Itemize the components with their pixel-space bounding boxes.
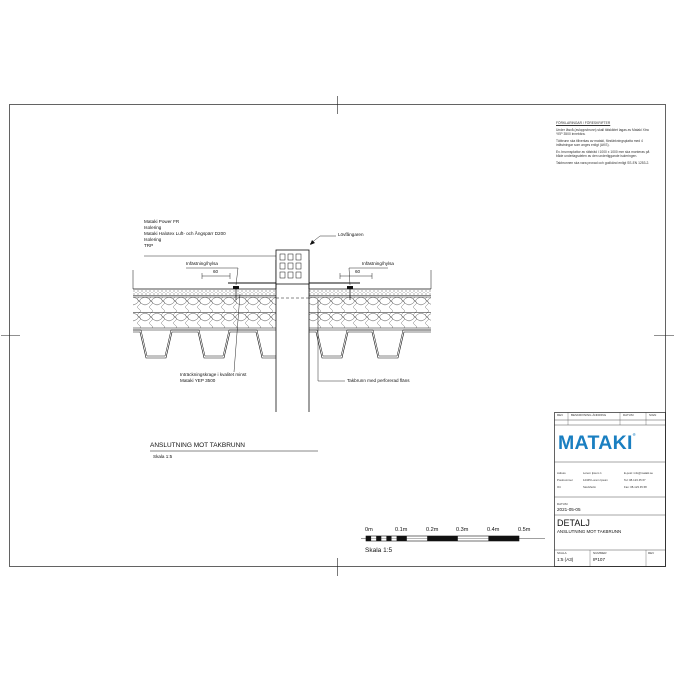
- scale-tick-4: 0.4m: [487, 527, 500, 533]
- scale-tick-3: 0.3m: [456, 527, 469, 533]
- info-row-1-contact: E-post: info@mataki.se: [624, 471, 653, 475]
- date-label: DATUM: [557, 502, 568, 506]
- layer-label-1: Mataki Power FR: [144, 219, 180, 224]
- rev-header-description: BESKRIVNING ÄNDRING: [571, 413, 607, 417]
- rev-header-date: DATUM: [623, 413, 634, 417]
- info-row-2-value: 12345 Lorem Ipsum: [583, 478, 608, 482]
- scale-tick-0: 0m: [365, 527, 373, 533]
- collar-label-line-1: Inträckningskrage i kvalitet minst: [180, 372, 247, 377]
- date-value: 2021-05-05: [557, 507, 581, 512]
- scale-tick-1: 0.1m: [395, 527, 408, 533]
- layer-label-2: Isolering: [144, 225, 162, 230]
- scale-value: 1:5 (A3): [557, 557, 574, 562]
- notes-heading: FÖRKLARINGAR / FÖRESKRIFTER: [556, 121, 611, 125]
- doc-type: DETALJ: [557, 518, 590, 528]
- layer-label-5: TRP: [144, 243, 154, 248]
- roof-build-up-right: [309, 260, 431, 358]
- logo-text: MATAKI: [558, 432, 633, 454]
- dimension-left: 60: [213, 269, 219, 274]
- doc-title: ANSLUTNING MOT TAKBRUNN: [557, 529, 622, 534]
- drain-label: Takbrunn med perforerad fläns: [347, 378, 410, 383]
- info-row-2-contact: Tel: 08-123 45 67: [624, 478, 646, 482]
- number-value: IP107: [593, 557, 606, 562]
- layer-label-4: Isolering: [144, 237, 162, 242]
- leaf-catcher-label: Lövfångaren: [338, 232, 364, 237]
- layer-label-3: Mataki Halotex Luft- och Ångspärr D200: [144, 231, 226, 236]
- info-row-3-label: Ort: [557, 485, 561, 489]
- note-1: Under läsvå (avloppsbrunn) skall tätskiktet lagas av Mataki Xtra YEP 3500 innebära.: [556, 127, 649, 137]
- number-label: NUMMER: [593, 551, 607, 555]
- notes-block: [556, 121, 652, 167]
- info-row-3-contact: Fax: 08-123 45 68: [624, 485, 647, 489]
- scale-label: SKALA: [557, 551, 567, 555]
- scale-bar: [361, 536, 545, 541]
- roof-build-up-left: [133, 260, 276, 358]
- detail-scale: Skala 1:5: [153, 454, 173, 459]
- note-2: Tätbrunn ska tillverkas av mataki, förstärkningsplatta med 4 infästningar som anges enligt (AKS).: [556, 138, 643, 148]
- mataki-logo: MATAKI®: [558, 432, 636, 454]
- scale-tick-5: 0.5m: [518, 527, 531, 533]
- note-4: Takbrunnen ska vara provad och godkänd enligt SS-EN 1253-2.: [556, 160, 650, 165]
- note-3: Ev. brunnsplattor av rälsträd i 1000 x 1000 mm ska monteras på både underlagsdelen av den underliggande isoleringen.: [556, 149, 650, 159]
- fixing-label-left: Infästning/hylsa: [186, 261, 218, 266]
- info-row-1-label: Adress: [557, 471, 566, 475]
- info-row-3-value: Stockholm: [583, 485, 597, 489]
- collar-label-line-2: Mataki YEP 3500: [180, 378, 216, 383]
- roof-drain: [276, 250, 309, 412]
- fixing-label-right: Infästning/hylsa: [362, 261, 394, 266]
- info-row-2-label: Postnummer: [557, 478, 573, 482]
- info-row-1-value: Lorem Ipsum 1: [583, 471, 602, 475]
- scale-tick-2: 0.2m: [426, 527, 439, 533]
- rev-label: REV: [648, 551, 655, 555]
- scale-bar-caption: Skala 1:5: [365, 547, 393, 554]
- dimension-right: 60: [355, 269, 361, 274]
- rev-header-sign: SIGN: [649, 413, 657, 417]
- rev-header-rev: REV: [557, 413, 564, 417]
- detail-title: ANSLUTNING MOT TAKBRUNN: [150, 442, 245, 449]
